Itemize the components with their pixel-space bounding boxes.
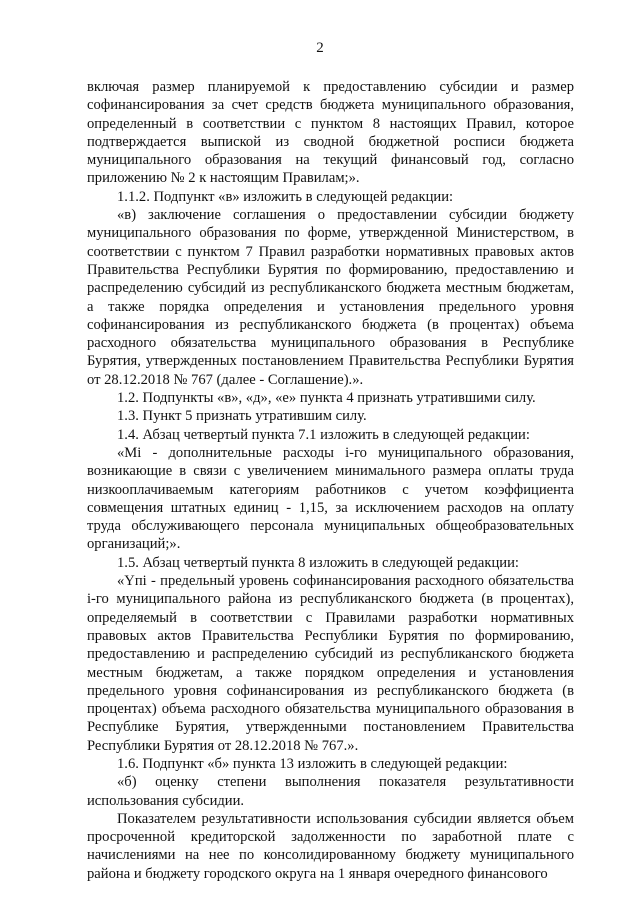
paragraph: 1.1.2. Подпункт «в» изложить в следующей редакции: xyxy=(117,188,454,205)
paragraph: включая размер планируемой к предоставлению субсидии и размер софинансирования за счет средств бюджета муниципального образования, определенный в соответствии с пунктом 8 настоящих Правил, которое подтверждается выпиской из сводной бюджетной росписи бюджета муниципального образования на текущий финансовый год, согласно приложению № 2 к настоящим Правилам;». xyxy=(87,79,574,187)
paragraph: «Yпi - предельный уровень софинансирования расходного обязательства i-го муниципального района из республиканского бюджета (в процентах), определяемый в соответствии с Правилами разработки нормативных правовых актов Правительства Республики Бурятия по формированию, предоставлению и распределению субсидий из республиканского бюджета местным бюджетам, а также порядком определения и установления предельного уровня софинансирования из республиканского бюджета (в процентах) объема расходного обязательства муниципального образования в Республике Бурятия, утвержденными постановлением Правительства Республики Бурятия от 28.12.2018 № 767.». xyxy=(87,573,574,754)
document-body xyxy=(87,78,574,883)
paragraph: «Mi - дополнительные расходы i-го муниципального образования, возникающие в связи с увеличением минимального размера оплаты труда низкооплачиваемым категориям работников с учетом коэффициента совмещения штатных единиц - 1,15, за исключением расходов на оплату труда обслуживающего персонала муниципальных общеобразовательных организаций;». xyxy=(87,444,574,553)
paragraph: 1.2. Подпункты «в», «д», «е» пункта 4 признать утратившими силу. xyxy=(117,390,536,407)
paragraph: 1.6. Подпункт «б» пункта 13 изложить в следующей редакции: xyxy=(117,755,508,772)
paragraph: «в) заключение соглашения о предоставлении субсидии бюджету муниципального образования по форме, утвержденной Министерством, в соответствии с пунктом 7 Правил разработки нормативных правовых актов Правительства Республики Бурятия по формированию, предоставлению и распределению субсидий из республиканского бюджета местным бюджетам, а также порядка определения и установления предельного уровня софинансирования из республиканского бюджета (в процентах) объема расходного обязательства муниципального образования в Республике Бурятия, утвержденных постановлением Правительства Республики Бурятия от 28.12.2018 № 767 (далее - Соглашение).». xyxy=(87,207,574,388)
paragraph: 1.5. Абзац четвертый пункта 8 изложить в следующей редакции: xyxy=(117,554,519,571)
page-number: 2 xyxy=(316,40,324,56)
paragraph: 1.3. Пункт 5 признать утратившим силу. xyxy=(117,408,367,425)
paragraph: «б) оценку степени выполнения показателя результативности использования субсидии. xyxy=(87,774,574,809)
paragraph: 1.4. Абзац четвертый пункта 7.1 изложить в следующей редакции: xyxy=(117,426,530,443)
paragraph: Показателем результативности использования субсидии является объем просроченной кредиторской задолженности по заработной плате с начислениями на нее по консолидированному бюджету муниципального района и бюджету городского округа на 1 января очередного финансового xyxy=(87,810,574,882)
